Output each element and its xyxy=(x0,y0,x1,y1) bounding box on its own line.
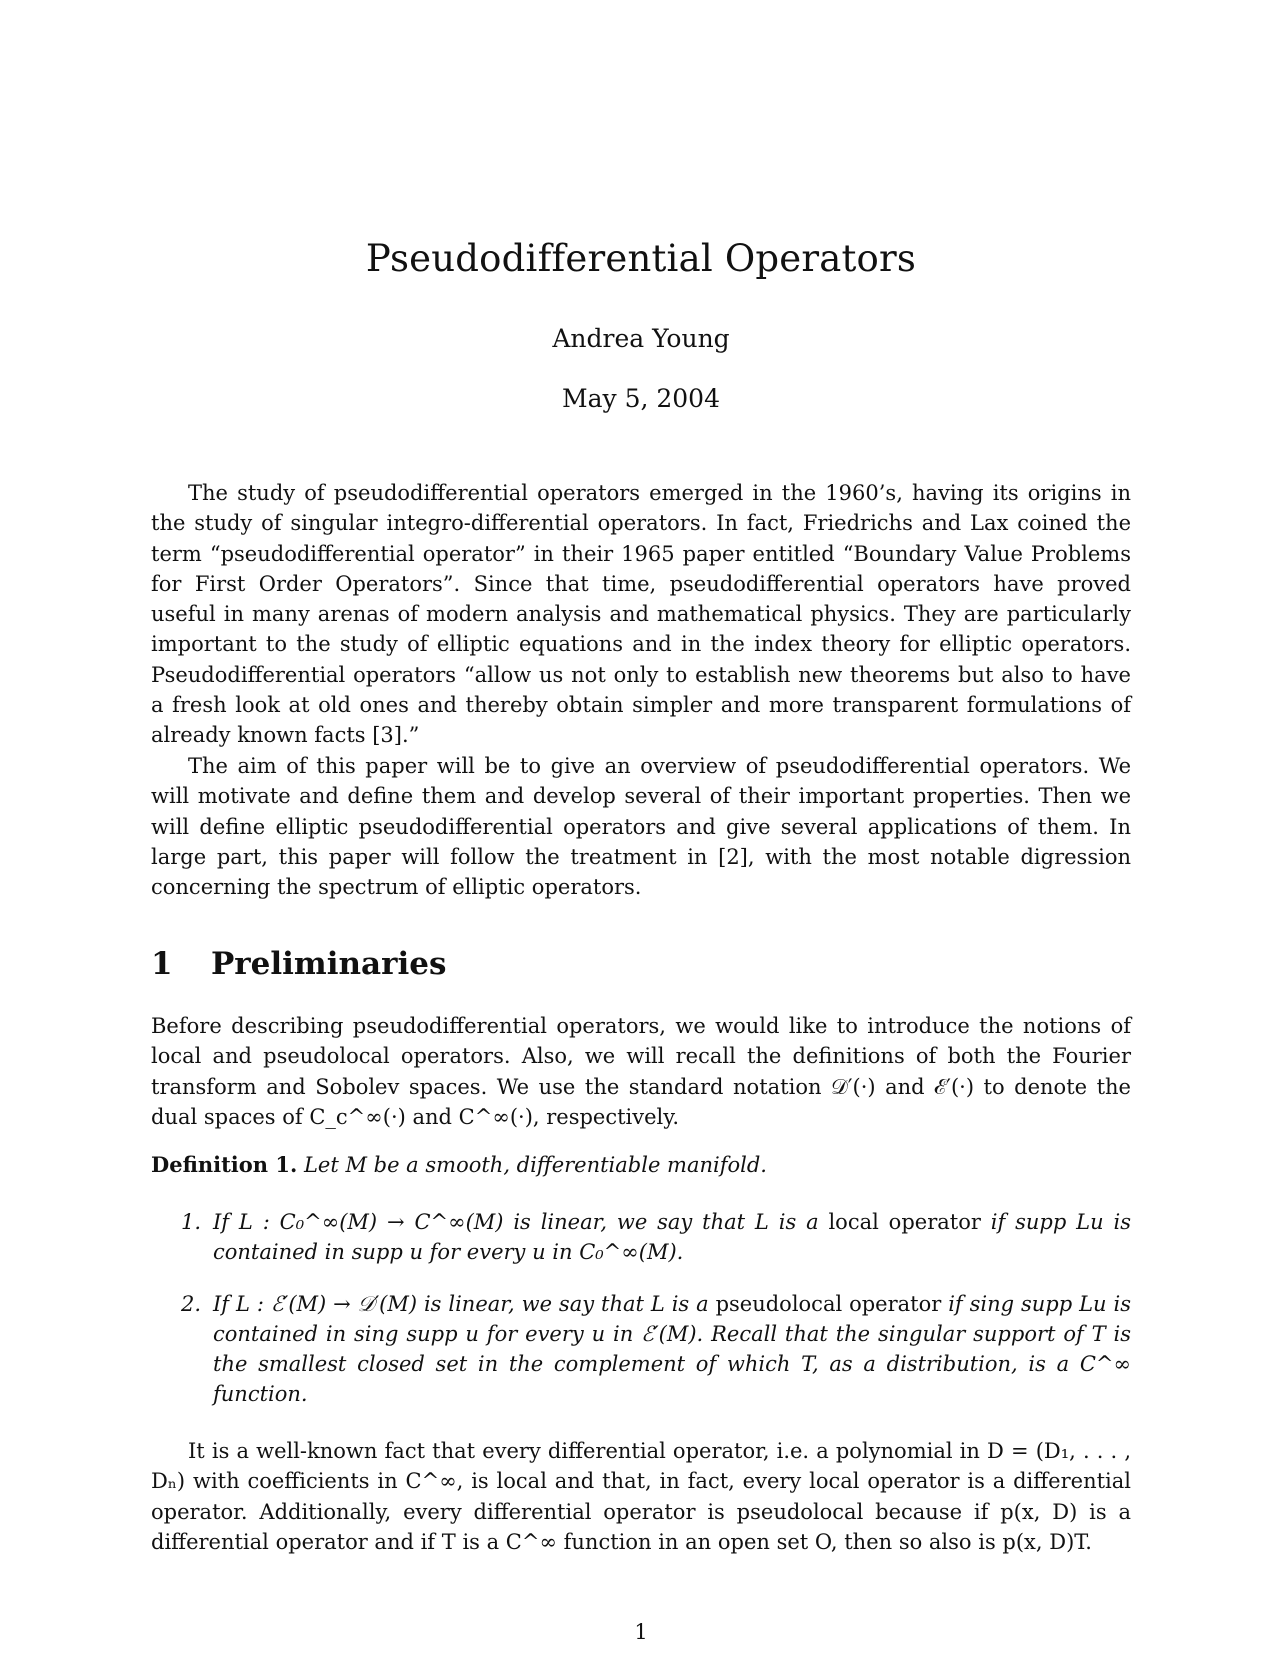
item-text-b: if sing supp Lu is contained in sing supp u for every u in ℰ′(M). Recall that the singular support of T is the smallest closed set in the complement of which T, as a distribution, is a C^∞ function. xyxy=(213,1291,1131,1407)
list-marker: 1. xyxy=(181,1210,202,1234)
page-number: 1 xyxy=(634,1620,648,1644)
item-text-a: If L : C₀^∞(M) → C^∞(M) is linear, we say that L is a xyxy=(213,1210,819,1234)
paper-title: Pseudodifferential Operators xyxy=(365,237,917,280)
definition-item-pseudolocal xyxy=(151,1289,1131,1410)
list-marker: 2. xyxy=(181,1291,202,1316)
section-number: 1 xyxy=(151,946,173,982)
definition-text: Let M be a smooth, differentiable manifold. xyxy=(303,1153,767,1177)
paper-page xyxy=(151,0,1131,1656)
definition-label: Definition 1. xyxy=(151,1152,298,1177)
section-paragraph-2: It is a well-known fact that every differential operator, i.e. a polynomial in D = (D₁, . . . , Dₙ) with coefficients in C^∞, is local and that, in fact, every local operator is a differential operator. Additionally, every differential operator is pseudolocal because if p(x, D) is a differential operator and if T is a C^∞ function in an open set O, then so also is p(x, D)T. xyxy=(151,1439,1131,1554)
section-heading xyxy=(151,944,1131,984)
paper-author: Andrea Young xyxy=(552,324,730,353)
item-text-b: if supp Lu is contained in supp u for every u in C₀^∞(M). xyxy=(213,1210,1131,1265)
section-title: Preliminaries xyxy=(211,946,447,982)
intro-paragraph-1: The study of pseudodifferential operators emerged in the 1960’s, having its origins in the study of singular integro-differential operators. In fact, Friedrichs and Lax coined the term “pseudodifferential operator” in their 1965 paper entitled “Boundary Value Problems for First Order Operators”. Since that time, pseudodifferential operators have proved useful in many arenas of modern analysis and mathematical physics. They are particularly important to the study of elliptic equations and in the index theory for elliptic operators. Pseudodifferential operators “allow us not only to establish new theorems but also to have a fresh look at old ones and thereby obtain simpler and more transparent formulations of already known facts [3].” xyxy=(151,481,1131,748)
definition-item-local xyxy=(151,1207,1131,1268)
item-term: local operator xyxy=(828,1210,981,1234)
intro-paragraph-2: The aim of this paper will be to give an overview of pseudodifferential operators. We will motivate and define them and develop several of their important properties. Then we will define elliptic pseudodifferential operators and give several applications of them. In large part, this paper will follow the treatment in [2], with the most notable digression concerning the spectrum of elliptic operators. xyxy=(151,754,1131,900)
definition-1 xyxy=(151,1150,1131,1180)
paper-date: May 5, 2004 xyxy=(562,384,720,413)
section-paragraph-1: Before describing pseudodifferential operators, we would like to introduce the notions of local and pseudolocal operators. Also, we will recall the definitions of both the Fourier transform and Sobolev spaces. We use the standard notation 𝒟′(·) and ℰ′(·) to denote the dual spaces of C_c^∞(·) and C^∞(·), respectively. xyxy=(151,1014,1131,1129)
item-term: pseudolocal operator xyxy=(715,1291,942,1316)
item-text-a: If L : ℰ′(M) → 𝒟′(M) is linear, we say that L is a xyxy=(213,1291,709,1316)
definition-list xyxy=(151,1207,1131,1410)
